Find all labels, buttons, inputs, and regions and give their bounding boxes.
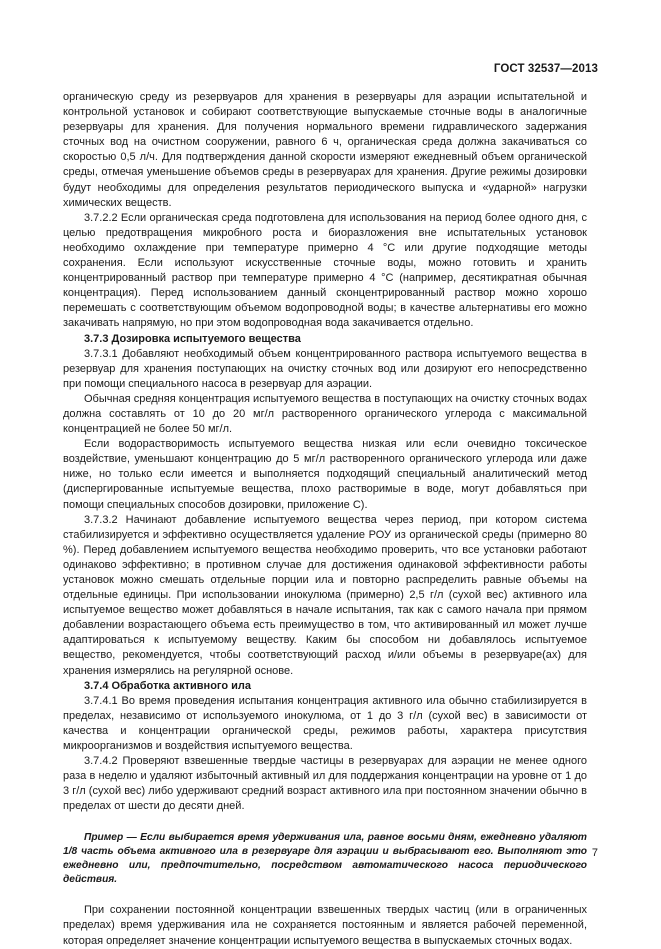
paragraph-solubility: Если водорастворимость испытуемого вещества низкая или если очевидно токсическое воздействие, уменьшают концентрацию до 5 мг/л растворенного органического углерода или даже ниже, но только если имеется и выполняется подходящий специальный аналитический метод (диспергированные испытуемые вещества, плохо растворимые в воде, могут добавляться при помощи специальных способов дозировки, приложение С).	[63, 438, 587, 511]
paragraph-3-7-2-2: 3.7.2.2 Если органическая среда подготовлена для использования на период более одного дня, с целью предотвращения микробного роста и биоразложения вне испытательных установок необходимо охлаждение при температуре примерно 4 °С или другие подходящие методы сохранения. Если используют искусственные сточные воды, можно готовить и хранить концентрированный раствор при температуре примерно 4 °С (например, десятикратная обычная концентрация). Перед использованием данный сконцентрированный раствор можно хорошо перемешать с соответствующим объемом водопроводной воды; в качестве альтернативы его можно закачивать напрямую, но при этом водопроводная вода закачивается отдельно.	[63, 211, 587, 330]
page-number: 7	[591, 847, 598, 859]
example-note: Пример — Если выбирается время удерживания ила, равное восьми дням, ежедневно удаляют 1/8 часть объема активного ила в резервуаре для аэрации и выбрасывают его. Выполняют это ежедневно или, предпочтительно, посредством автоматического насоса периодического действия.	[63, 831, 587, 886]
paragraph-concentration: Обычная средняя концентрация испытуемого вещества в поступающих на очистку сточных водах должна составлять от 10 до 20 мг/л растворенного органического углерода с максимальной концентрацией не более 50 мг/л.	[63, 392, 587, 436]
paragraph-3-7-3-2: 3.7.3.2 Начинают добавление испытуемого вещества через период, при котором система стабилизируется и эффективно осуществляется удаление РОУ из органической среды (примерно 80 %). Перед добавлением испытуемого вещества необходимо проверить, что все установки работают одинаково эффективно; в противном случае для достижения одинаковой эффективности работы установок можно смешать отдельные порции ила и повторно распределить равные объемы на отдельные единицы. При использовании инокулюма (примерно) 2,5 г/л (сухой вес) активного ила испытуемое вещество может добавляться в начале испытания, так как с самого начала при прямом добавлении возрастающего объема есть преимущество в том, что активированный ил может лучше адаптироваться к испытуемому веществу. Каким бы способом ни добавлялось испытуемое вещество, рекомендуется, чтобы соответствующий расход и/или объемы в резервуаре(ах) для хранения измерялись на регулярной основе.	[63, 513, 587, 677]
section-heading-3-7-4: 3.7.4 Обработка активного ила	[84, 679, 251, 692]
paragraph-3-7-4-1: 3.7.4.1 Во время проведения испытания концентрация активного ила обычно стабилизируется в пределах, независимо от используемого инокулюма, от 1 до 3 г/л (сухой вес) в зависимости от качества и концентрации органической среды, режимов работы, характера присутствия микроорганизмов и воздействия испытуемого вещества.	[63, 694, 587, 753]
document-body	[63, 90, 587, 949]
section-heading-3-7-3: 3.7.3 Дозировка испытуемого вещества	[84, 332, 301, 345]
paragraph-closing: При сохранении постоянной концентрации взвешенных твердых частиц (или в ограниченных пределах) время удерживания ила не сохраняется постоянным и является рабочей переменной, которая определяет значение концентрации испытуемого вещества в выпускаемых сточных водах.	[63, 904, 587, 947]
paragraph-3-7-4-2: 3.7.4.2 Проверяют взвешенные твердые частицы в резервуарах для аэрации не менее одного раза в неделю и удаляют избыточный активный ил для поддержания концентрации на уровне от 1 до 3 г/л (сухой вес) либо удерживают средний возраст активного ила при постоянном значении обычно в пределах от шести до десяти дней.	[63, 755, 587, 813]
paragraph-continuation: органическую среду из резервуаров для хранения в резервуары для аэрации испытательной и контрольной установок и собирают соответствующие выпускаемые сточные воды в аналогичные резервуары для хранения. Для получения нормального времени гидравлического задержания сточных вод на очистном сооружении, равного 6 ч, органическая среда должна закачиваться со скоростью 0,5 л/ч. Для подтверждения данной скорости измеряют ежедневный объем органической среды, отмечая уменьшение объемов среды в резервуарах для хранения. Другие режимы дозировки будут необходимы для определения результатов периодического выпуска и «ударной» нагрузки химических веществ.	[63, 91, 587, 209]
paragraph-3-7-3-1: 3.7.3.1 Добавляют необходимый объем концентрированного раствора испытуемого вещества в резервуар для хранения поступающих на очистку сточных вод или дозируют его непосредственно при помощи специального насоса в резервуар для аэрации.	[63, 347, 587, 390]
standard-number: ГОСТ 32537—2013	[493, 63, 598, 75]
